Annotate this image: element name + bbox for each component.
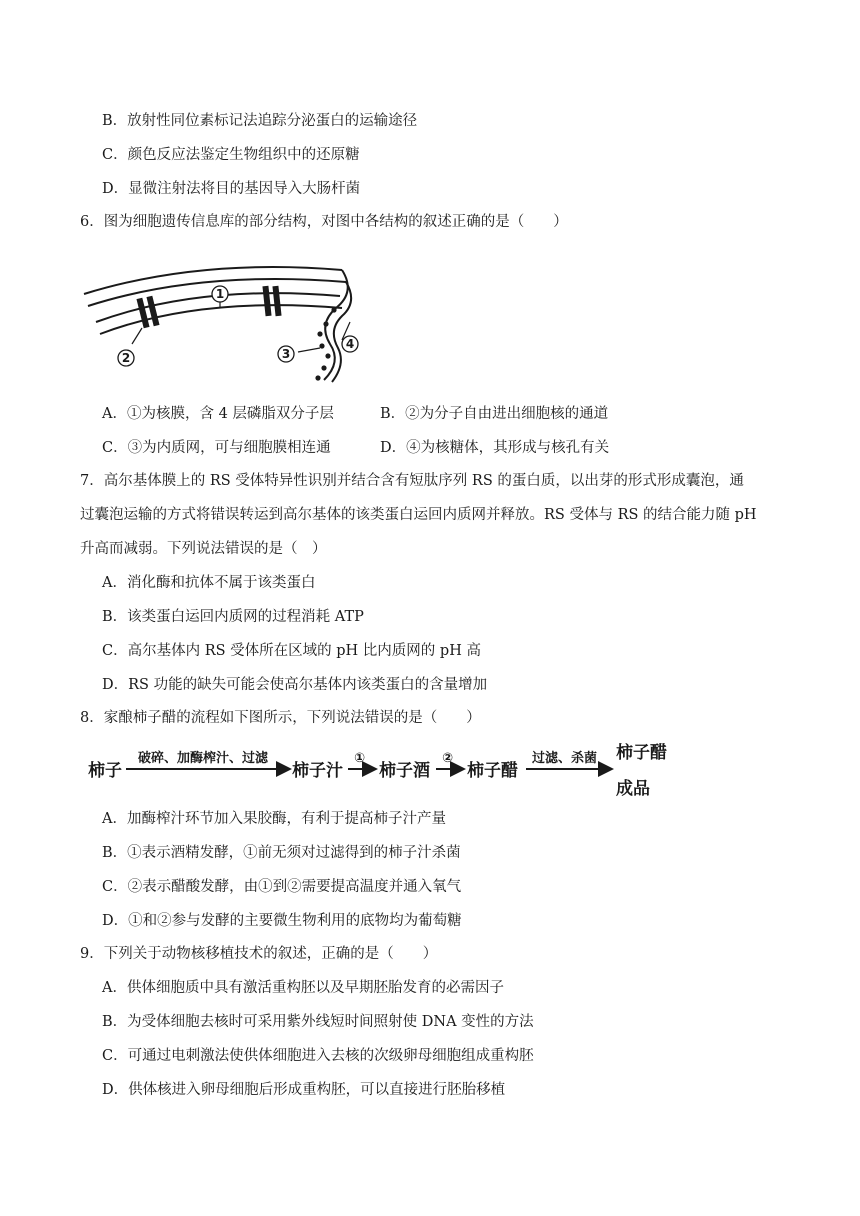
q5-option-d: D．显微注射法将目的基因导入大肠杆菌 bbox=[102, 181, 361, 197]
flow-arrow3-label: ② bbox=[442, 751, 454, 766]
flow-step-product-line2: 成品 bbox=[616, 779, 650, 799]
q6-stem: 6．图为细胞遗传信息库的部分结构，对图中各结构的叙述正确的是（ ） bbox=[80, 214, 568, 230]
q8-stem: 8．家酿柿子醋的流程如下图所示，下列说法错误的是（ ） bbox=[80, 710, 481, 726]
flow-arrow2-label: ① bbox=[354, 751, 366, 766]
q7-stem-line2: 过囊泡运输的方式将错误转运到高尔基体的该类蛋白运回内质网并释放。RS 受体与 RS 的结合能力随 pH bbox=[80, 507, 757, 523]
label-3-marker bbox=[278, 346, 294, 362]
q5-option-b: B．放射性同位素标记法追踪分泌蛋白的运输途径 bbox=[102, 113, 418, 129]
svg-text:4: 4 bbox=[345, 337, 355, 351]
q6-option-c: C．③为内质网，可与细胞膜相连通 bbox=[102, 440, 331, 456]
q9-option-a: A．供体细胞质中具有激活重构胚以及早期胚胎发育的必需因子 bbox=[102, 980, 504, 996]
q5-option-c: C．颜色反应法鉴定生物组织中的还原糖 bbox=[102, 147, 360, 163]
q7-stem-line3: 升高而减弱。下列说法错误的是（ ） bbox=[80, 541, 327, 557]
q8-option-d: D．①和②参与发酵的主要微生物利用的底物均为葡萄糖 bbox=[102, 913, 462, 929]
persimmon-vinegar-flowchart bbox=[86, 740, 686, 802]
q7-option-d: D．RS 功能的缺失可能会使高尔基体内该类蛋白的含量增加 bbox=[102, 677, 488, 693]
q8-option-b: B．①表示酒精发酵，①前无须对过滤得到的柿子汁杀菌 bbox=[102, 845, 461, 861]
flow-step-juice: 柿子汁 bbox=[292, 761, 343, 781]
nucleus-structure-diagram bbox=[80, 262, 370, 392]
nuclear-pore-left bbox=[136, 296, 159, 329]
svg-text:1: 1 bbox=[215, 287, 225, 301]
q7-option-a: A．消化酶和抗体不属于该类蛋白 bbox=[102, 575, 316, 591]
q6-option-a: A．①为核膜，含 4 层磷脂双分子层 bbox=[102, 406, 334, 422]
q9-option-c: C．可通过电刺激法使供体细胞进入去核的次级卵母细胞组成重构胚 bbox=[102, 1048, 534, 1064]
flow-arrow4-label: 过滤、杀菌 bbox=[532, 751, 598, 766]
flow-step-persimmon: 柿子 bbox=[88, 761, 122, 781]
ribosome-dots bbox=[315, 307, 336, 380]
q9-option-b: B．为受体细胞去核时可采用紫外线短时间照射使 DNA 变性的方法 bbox=[102, 1014, 534, 1030]
q7-option-c: C．高尔基体内 RS 受体所在区域的 pH 比内质网的 pH 高 bbox=[102, 643, 481, 659]
q6-option-d: D．④为核糖体，其形成与核孔有关 bbox=[380, 440, 610, 456]
flow-step-product-line1: 柿子醋 bbox=[616, 743, 667, 763]
svg-text:2: 2 bbox=[121, 351, 131, 365]
q9-option-d: D．供体核进入卵母细胞后形成重构胚，可以直接进行胚胎移植 bbox=[102, 1082, 506, 1098]
label-1-marker bbox=[212, 286, 228, 302]
flow-step-vinegar: 柿子醋 bbox=[467, 761, 518, 781]
flow-step-wine: 柿子酒 bbox=[379, 761, 430, 781]
q7-stem-line1: 7．高尔基体膜上的 RS 受体特异性识别并结合含有短肽序列 RS 的蛋白质，以出芽的形式形成囊泡，通 bbox=[80, 473, 744, 489]
q8-option-a: A．加酶榨汁环节加入果胶酶，有利于提高柿子汁产量 bbox=[102, 811, 446, 827]
q7-option-b: B．该类蛋白运回内质网的过程消耗 ATP bbox=[102, 609, 364, 625]
svg-text:3: 3 bbox=[281, 347, 291, 361]
q8-option-c: C．②表示醋酸发酵，由①到②需要提高温度并通入氧气 bbox=[102, 879, 462, 895]
nuclear-pore-right bbox=[262, 286, 281, 316]
label-2-marker bbox=[118, 350, 134, 366]
flow-arrow1-label: 破碎、加酶榨汁、过滤 bbox=[138, 751, 269, 766]
q6-option-b: B．②为分子自由进出细胞核的通道 bbox=[380, 406, 609, 422]
q9-stem: 9．下列关于动物核移植技术的叙述，正确的是（ ） bbox=[80, 946, 438, 962]
label-4-marker bbox=[342, 336, 358, 352]
